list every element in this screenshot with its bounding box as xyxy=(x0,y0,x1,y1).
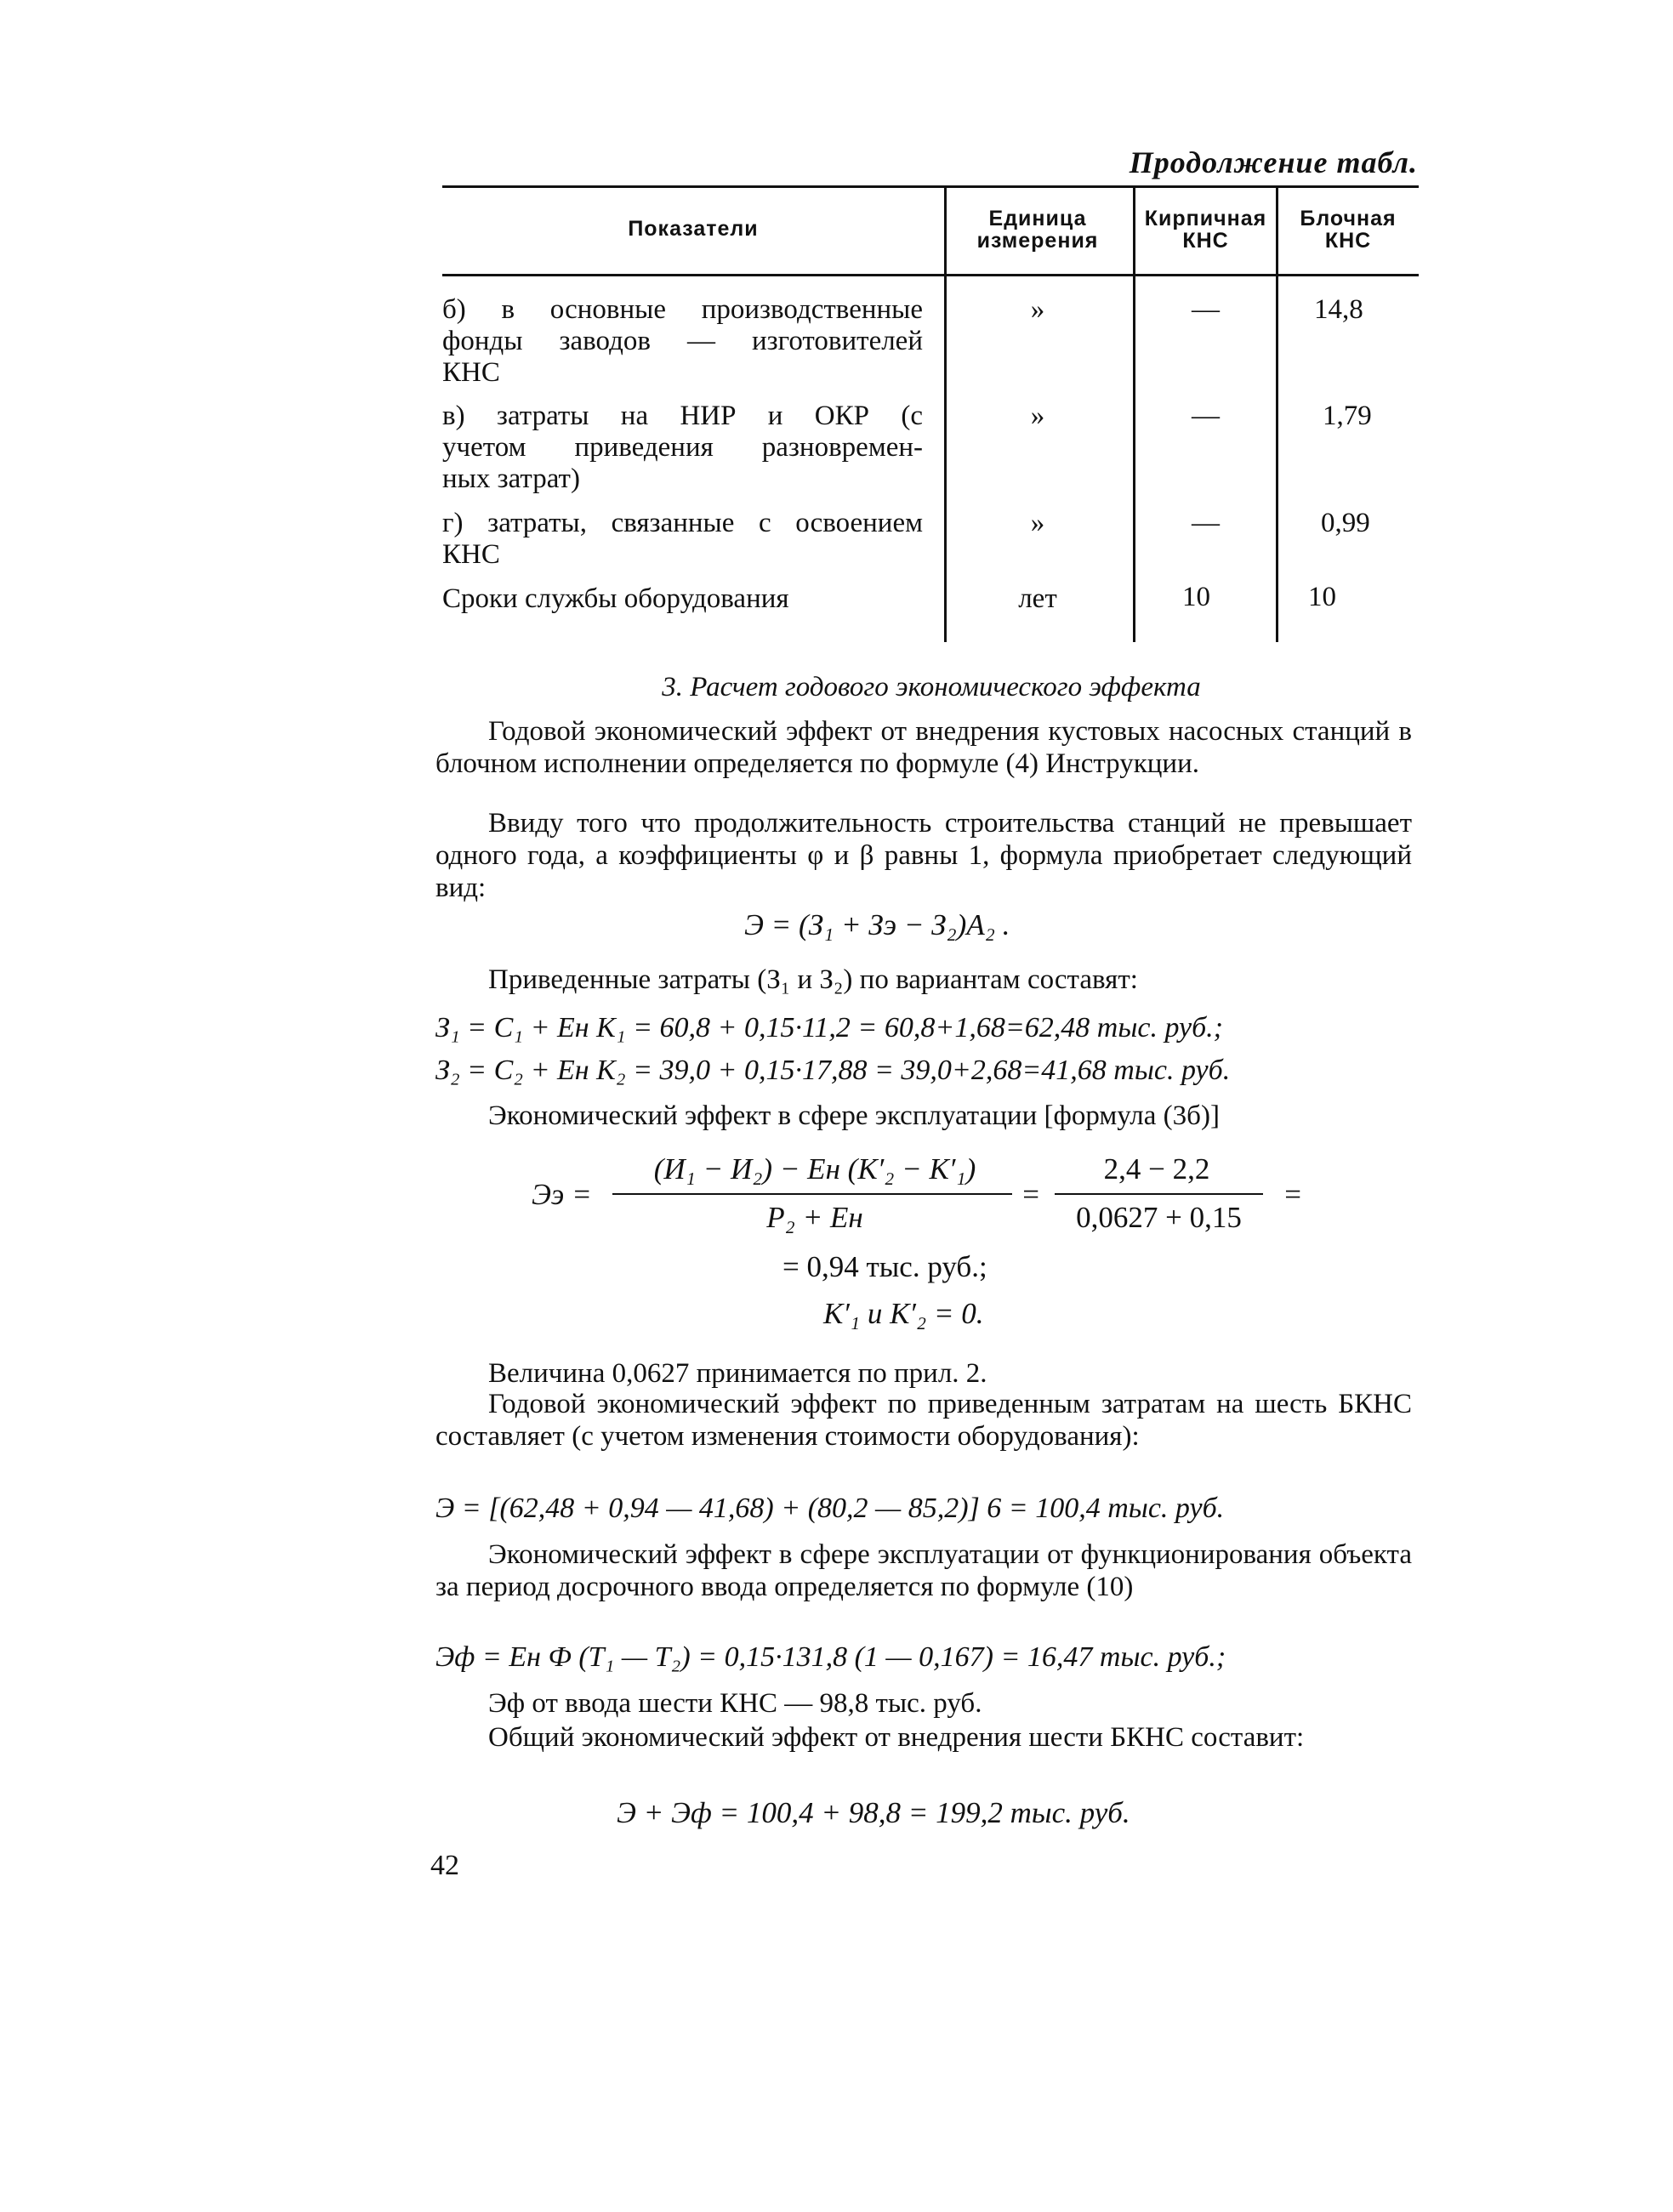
row-brick-value: — xyxy=(1192,401,1220,431)
header-brick-kns: Кирпичная КНС xyxy=(1144,207,1267,253)
paragraph: Приведенные затраты (З₁ и З₂) по вариантам составят: xyxy=(488,964,1138,995)
fraction-numerator: 2,4 − 2,2 xyxy=(1103,1152,1210,1186)
row-block-value: 10 xyxy=(1308,582,1336,612)
row-unit: » xyxy=(1030,294,1045,325)
table-row xyxy=(442,294,923,389)
table-row xyxy=(442,583,923,615)
paragraph: Годовой экономический эффект по приведенным затратам на шесть БКНС составляет (с учетом изменения стоимости оборудования): xyxy=(435,1389,1412,1452)
fraction-denominator: Р₂ + Ен xyxy=(766,1201,863,1234)
equation-ee-result: = 0,94 тыс. руб.; xyxy=(782,1250,987,1283)
row-text-line: ных затрат) xyxy=(442,463,580,494)
row-brick-value: — xyxy=(1192,508,1220,538)
header-block-kns: Блочная КНС xyxy=(1300,207,1397,253)
section-title: 3. Расчет годового экономического эффекта xyxy=(662,672,1201,702)
row-text-line: КНС xyxy=(442,356,500,388)
table-row xyxy=(442,401,923,495)
paragraph: Годовой экономический эффект от внедрения кустовых насосных станций в блочном исполнении определяется по формуле (4) Инструкции. xyxy=(435,716,1412,779)
header-indicators: Показатели xyxy=(628,217,759,241)
fraction-bar xyxy=(612,1193,1012,1195)
paragraph: Экономический эффект в сфере эксплуатации от функционирования объекта за период досрочного ввода определяется по формуле (10) xyxy=(435,1539,1412,1602)
equals-sign: = xyxy=(1021,1178,1041,1211)
equation-z2: З₂ = С₂ + Ен К₂ = 39,0 + 0,15·17,88 = 39,0+2,68=41,68 тыс. руб. xyxy=(435,1055,1231,1086)
row-brick-value: 10 xyxy=(1182,582,1210,612)
paragraph: Эф от ввода шести КНС — 98,8 тыс. руб. xyxy=(488,1688,982,1719)
equation-ee-lhs: Ээ = xyxy=(532,1178,592,1211)
row-text-line: г) затраты, связанные с освоением xyxy=(442,508,923,538)
equation-k-values: К′₁ и К′₂ = 0. xyxy=(823,1297,984,1330)
row-text-line: Сроки службы оборудования xyxy=(442,583,789,614)
row-text-line: КНС xyxy=(442,538,500,570)
equation-total-effect: Э + Эф = 100,4 + 98,8 = 199,2 тыс. руб. xyxy=(617,1796,1130,1829)
equation-annual-effect-value: Э = [(62,48 + 0,94 — 41,68) + (80,2 — 85,2)] 6 = 100,4 тыс. руб. xyxy=(435,1493,1225,1524)
page-number: 42 xyxy=(430,1850,459,1881)
row-text-line: учетом приведения разновремен- xyxy=(442,431,923,463)
row-text-line: б) в основные производственные xyxy=(442,294,923,325)
row-block-value: 1,79 xyxy=(1323,401,1372,431)
row-brick-value: — xyxy=(1192,294,1220,325)
equation-annual-effect: Э = (З₁ + Зэ − З₂)A₂ . xyxy=(744,908,1010,941)
paragraph: Ввиду того что продолжительность строительства станций не превышает одного года, а коэффициенты φ и β равны 1, формула приобретает следующий вид: xyxy=(435,808,1412,903)
table-row xyxy=(442,508,923,571)
header-unit: Единица измерения xyxy=(976,207,1099,253)
row-text-line: фонды заводов — изготовителей xyxy=(442,325,923,356)
table-top-rule xyxy=(442,185,1419,188)
equals-sign: = xyxy=(1283,1178,1303,1211)
fraction-denominator: 0,0627 + 0,15 xyxy=(1076,1201,1242,1234)
paragraph: Экономический эффект в сфере эксплуатации [формула (3б)] xyxy=(488,1100,1220,1131)
paragraph: Величина 0,0627 принимается по прил. 2. xyxy=(488,1358,987,1389)
table-continuation-caption: Продолжение табл. xyxy=(1129,145,1418,179)
row-unit: » xyxy=(1030,401,1045,431)
table-column-divider xyxy=(944,187,947,642)
row-text-line: в) затраты на НИР и ОКР (с xyxy=(442,401,923,431)
equation-ef: Эф = Ен Ф (Т₁ — Т₂) = 0,15·131,8 (1 — 0,167) = 16,47 тыс. руб.; xyxy=(435,1641,1226,1673)
row-unit: лет xyxy=(1018,583,1057,614)
row-unit: » xyxy=(1030,508,1045,538)
paragraph: Общий экономический эффект от внедрения шести БКНС составит: xyxy=(488,1722,1305,1753)
row-block-value: 0,99 xyxy=(1321,508,1370,538)
fraction-numerator: (И₁ − И₂) − Ен (К′₂ − К′₁) xyxy=(653,1152,976,1186)
fraction-bar xyxy=(1055,1193,1263,1195)
table-column-divider xyxy=(1276,187,1278,642)
table-header-rule xyxy=(442,274,1419,276)
row-block-value: 14,8 xyxy=(1314,294,1363,325)
equation-z1: З₁ = С₁ + Ен К₁ = 60,8 + 0,15·11,2 = 60,8+1,68=62,48 тыс. руб.; xyxy=(435,1012,1224,1043)
